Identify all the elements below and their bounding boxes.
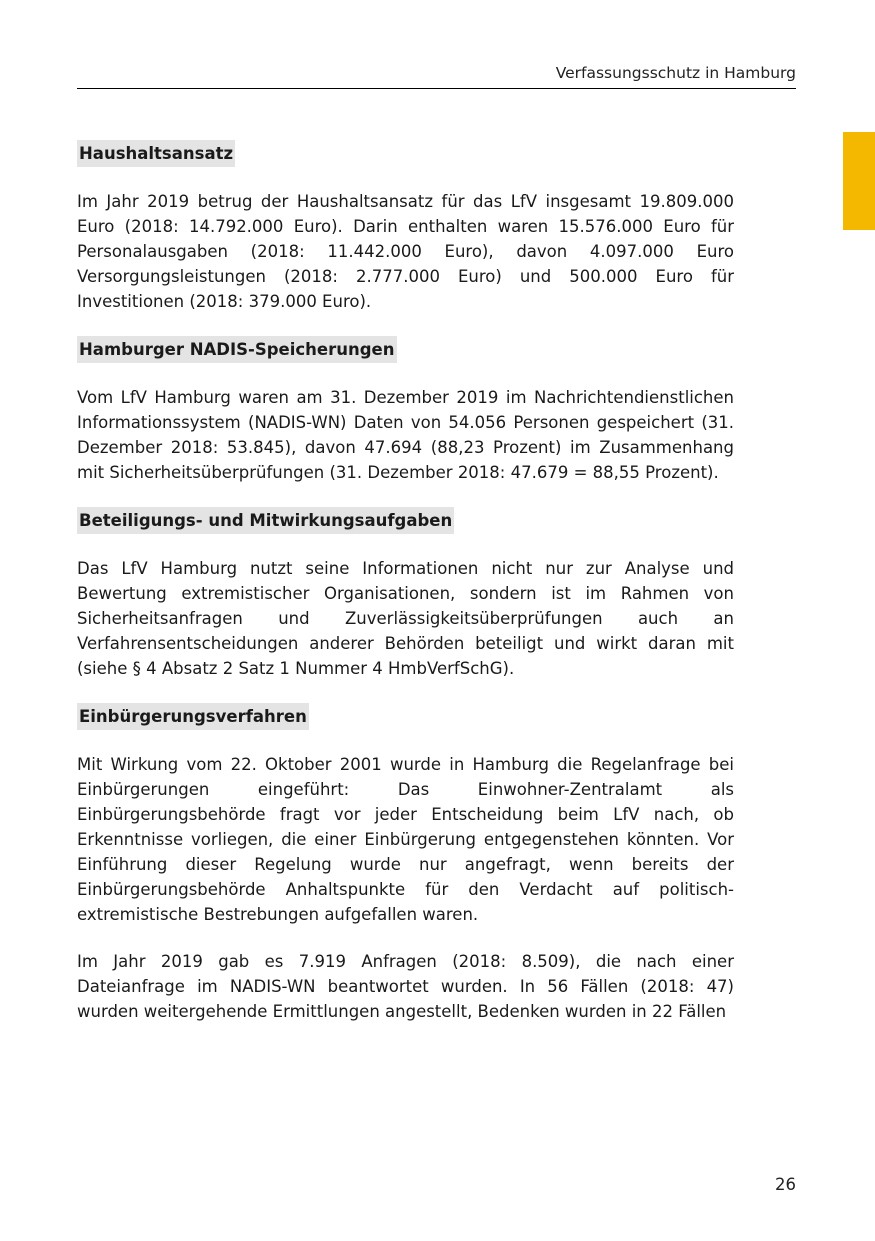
section-paragraph: Im Jahr 2019 betrug der Haushaltsansatz für das LfV insgesamt 19.809.000 Euro (2018: 14.792.000 Euro). Darin enthalten waren 15.576.000 Euro für Personalausgaben (2018: 11.442.000 Euro), davon 4.097.000 Euro Versorgungsleistungen (2018: 2.777.000 Euro) und 500.000 Euro für Investitionen (2018: 379.000 Euro).: [77, 192, 734, 311]
chapter-tab-marker: [843, 132, 875, 230]
section-heading: Haushaltsansatz: [77, 140, 235, 167]
header-rule: [77, 88, 796, 89]
section-beteiligungsaufgaben: [77, 507, 734, 681]
section-paragraph: Mit Wirkung vom 22. Oktober 2001 wurde in Hamburg die Regelanfrage bei Einbürgerungen eingeführt: Das Einwohner-Zentralamt als Einbürgerungsbehörde fragt vor jeder Entscheidung beim LfV nach, ob Erkenntnisse vorliegen, die einer Einbürgerung entgegenstehen könnten. Vor Einführung dieser Regelung wurde nur angefragt, wenn bereits der Einbürgerungsbehörde Anhaltspunkte für den Verdacht auf politisch-extremistische Bestrebungen aufgefallen waren.: [77, 755, 734, 924]
section-paragraph: Vom LfV Hamburg waren am 31. Dezember 2019 im Nachrichtendienstlichen Informationssystem (NADIS-WN) Daten von 54.056 Personen gespeichert (31. Dezember 2018: 53.845), davon 47.694 (88,23 Prozent) im Zusammenhang mit Sicherheitsüberprüfungen (31. Dezember 2018: 47.679 = 88,55 Prozent).: [77, 388, 734, 482]
section-heading: Beteiligungs- und Mitwirkungsaufgaben: [77, 507, 454, 534]
section-heading: Hamburger NADIS-Speicherungen: [77, 336, 397, 363]
section-haushaltsansatz: [77, 140, 734, 314]
page-number: 26: [775, 1175, 796, 1194]
section-nadis-speicherungen: [77, 336, 734, 485]
section-einbuergerungsverfahren: [77, 703, 734, 1024]
section-paragraph: Das LfV Hamburg nutzt seine Informationen nicht nur zur Analyse und Bewertung extremistischer Organisationen, sondern ist im Rahmen von Sicherheitsanfragen und Zuverlässigkeitsüberprüfungen auch an Verfahrensentscheidungen anderer Behörden beteiligt und wirkt daran mit (siehe § 4 Absatz 2 Satz 1 Nummer 4 HmbVerfSchG).: [77, 559, 734, 678]
page-content: [77, 140, 734, 1046]
section-heading: Einbürgerungsverfahren: [77, 703, 309, 730]
section-paragraph: Im Jahr 2019 gab es 7.919 Anfragen (2018: 8.509), die nach einer Dateianfrage im NADIS-WN beantwortet wurden. In 56 Fällen (2018: 47) wurden weitergehende Ermittlungen angestellt, Bedenken wurden in 22 Fällen: [77, 952, 734, 1021]
running-header: Verfassungsschutz in Hamburg: [555, 64, 796, 82]
